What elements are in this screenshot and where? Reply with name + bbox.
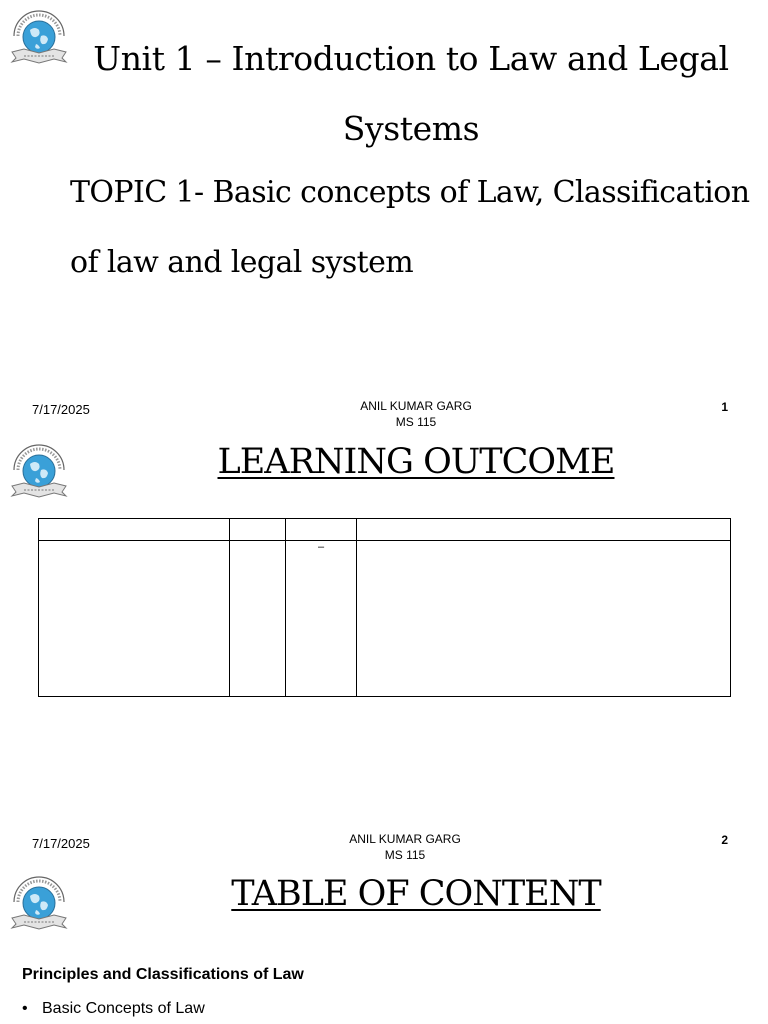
table-header-row bbox=[39, 519, 731, 541]
table-cell bbox=[230, 541, 286, 697]
footer-author: ANIL KUMAR GARG bbox=[360, 399, 472, 413]
table-header-cell bbox=[357, 519, 731, 541]
university-emblem-icon bbox=[6, 440, 72, 502]
university-emblem-icon bbox=[6, 6, 72, 68]
table-cell: – bbox=[286, 541, 357, 697]
toc-section-title: Principles and Classifications of Law bbox=[22, 966, 304, 983]
unit-title: Unit 1 – Introduction to Law and Legal Systems bbox=[93, 39, 729, 148]
slide-3 bbox=[0, 868, 768, 1024]
footer-date: 7/17/2025 bbox=[32, 836, 90, 851]
topic-title: TOPIC 1- Basic concepts of Law, Classification of law and legal system bbox=[70, 175, 750, 280]
footer-author-block bbox=[301, 398, 531, 430]
page-number: 2 bbox=[721, 833, 728, 847]
table-header-cell bbox=[230, 519, 286, 541]
footer-author-block bbox=[290, 831, 520, 863]
learning-outcome-table bbox=[38, 518, 731, 697]
table-cell bbox=[39, 541, 230, 697]
footer-author: ANIL KUMAR GARG bbox=[349, 832, 461, 846]
toc-list bbox=[22, 1000, 205, 1018]
table-of-content-heading: TABLE OF CONTENT bbox=[231, 874, 601, 914]
footer-course: MS 115 bbox=[395, 415, 437, 429]
table-header-cell bbox=[39, 519, 230, 541]
table-row bbox=[39, 541, 731, 697]
slide-1 bbox=[0, 0, 768, 434]
university-emblem-icon bbox=[6, 872, 72, 934]
page-number: 1 bbox=[721, 400, 728, 414]
footer-course: MS 115 bbox=[384, 848, 426, 862]
slide-2 bbox=[0, 434, 768, 868]
table-header-cell bbox=[286, 519, 357, 541]
list-item: • Basic Concepts of Law bbox=[22, 1000, 205, 1018]
footer-date: 7/17/2025 bbox=[32, 402, 90, 417]
learning-outcome-heading: LEARNING OUTCOME bbox=[217, 442, 615, 482]
table-cell bbox=[357, 541, 731, 697]
